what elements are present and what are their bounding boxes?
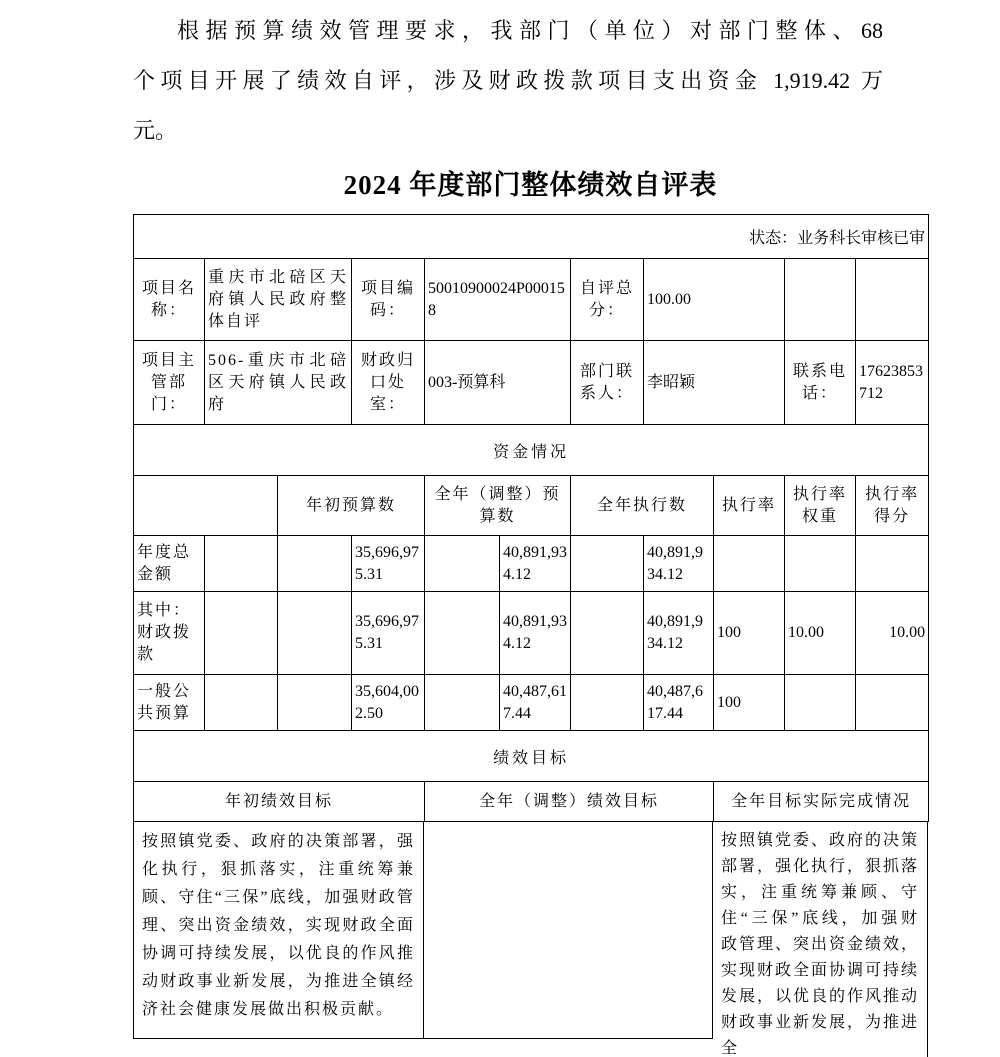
executed-value: 40,487,617.44	[644, 675, 714, 731]
rate-score-value	[856, 675, 929, 731]
empty-cell	[785, 259, 856, 341]
actual-completion-text: 按照镇党委、政府的决策部署，强化执行，狠抓落实，注重统筹兼顾、守住“三保”底线，加强财政管理、突出资金绩效，实现财政全面协调可持续发展，以优良的作风推动财政事业新发展，为推进全	[713, 822, 928, 1057]
performance-goals-body	[133, 822, 928, 1057]
project-code-label: 项目编码：	[352, 259, 425, 341]
funding-section-row	[134, 425, 929, 476]
executed-value: 40,891,934.12	[644, 536, 714, 592]
exec-rate-value: 100	[714, 675, 785, 731]
rate-score-value	[856, 536, 929, 592]
rate-weight-value	[785, 675, 856, 731]
rate-score-value: 10.00	[856, 592, 929, 675]
funding-section-title: 资金情况	[134, 425, 929, 476]
empty-cell	[425, 592, 500, 675]
perf-header-initial-goal: 年初绩效目标	[134, 782, 425, 822]
project-code-value: 50010900024P000158	[425, 259, 571, 341]
dept-contact-label: 部门联系人：	[571, 341, 644, 425]
dept-contact-value: 李昭颖	[644, 341, 785, 425]
funding-header-adjusted-budget: 全年（调整）预算数	[425, 476, 571, 536]
page-title: 2024 年度部门整体绩效自评表	[343, 170, 718, 200]
empty-cell	[571, 592, 644, 675]
empty-cell	[425, 536, 500, 592]
funding-row-fiscal	[134, 592, 929, 675]
funding-row-label: 一般公共预算	[134, 675, 205, 731]
initial-budget-value: 35,604,002.50	[352, 675, 425, 731]
adjusted-budget-value: 40,891,934.12	[500, 536, 571, 592]
adjusted-budget-value: 40,891,934.12	[500, 592, 571, 675]
finance-office-label: 财政归口处室：	[352, 341, 425, 425]
empty-cell	[856, 259, 929, 341]
funding-row-label: 其中：财政拨款	[134, 592, 205, 675]
funding-header-empty	[134, 476, 278, 536]
empty-cell	[205, 536, 278, 592]
funding-header-rate-score: 执行率得分	[856, 476, 929, 536]
funding-header-executed: 全年执行数	[571, 476, 714, 536]
adjusted-goal-text	[424, 822, 713, 1039]
intro-line-2: 个项目开展了绩效自评，涉及财政拨款项目支出资金 1,919.42 万	[133, 68, 883, 93]
supervisor-dept-value: 506-重庆市北碚区天府镇人民政府	[205, 341, 352, 425]
intro-paragraph	[133, 0, 883, 156]
funding-header-rate-weight: 执行率权重	[785, 476, 856, 536]
project-info-row-2	[134, 341, 929, 425]
perf-header-adjusted-goal: 全年（调整）绩效目标	[425, 782, 714, 822]
performance-section-row	[134, 731, 929, 782]
rate-weight-value: 10.00	[785, 592, 856, 675]
status-text: 状态：业务科长审核已审	[134, 215, 929, 259]
self-score-label: 自评总分：	[571, 259, 644, 341]
empty-cell	[205, 675, 278, 731]
supervisor-dept-label: 项目主管部门：	[134, 341, 205, 425]
empty-cell	[425, 675, 500, 731]
rate-weight-value	[785, 536, 856, 592]
performance-header-row	[134, 782, 929, 822]
project-info-row-1	[134, 259, 929, 341]
project-name-value: 重庆市北碚区天府镇人民政府整体自评	[205, 259, 352, 341]
funding-row-label: 年度总金额	[134, 536, 205, 592]
status-row	[134, 215, 929, 259]
funding-header-row	[134, 476, 929, 536]
phone-value: 17623853712	[856, 341, 929, 425]
perf-header-actual-completion: 全年目标实际完成情况	[714, 782, 929, 822]
empty-cell	[571, 536, 644, 592]
empty-cell	[205, 592, 278, 675]
self-score-value: 100.00	[644, 259, 785, 341]
funding-row-public-budget	[134, 675, 929, 731]
exec-rate-value	[714, 536, 785, 592]
funding-row-total	[134, 536, 929, 592]
empty-cell	[278, 536, 352, 592]
project-name-label: 项目名称：	[134, 259, 205, 341]
empty-cell	[571, 675, 644, 731]
executed-value: 40,891,934.12	[644, 592, 714, 675]
empty-cell	[278, 592, 352, 675]
funding-header-exec-rate: 执行率	[714, 476, 785, 536]
exec-rate-value: 100	[714, 592, 785, 675]
finance-office-value: 003-预算科	[425, 341, 571, 425]
initial-budget-value: 35,696,975.31	[352, 592, 425, 675]
initial-budget-value: 35,696,975.31	[352, 536, 425, 592]
intro-line-3: 元。	[133, 118, 178, 143]
document-content	[133, 0, 928, 1057]
intro-line-1: 根据预算绩效管理要求，我部门（单位）对部门整体、68	[177, 18, 883, 43]
phone-label: 联系电话：	[785, 341, 856, 425]
empty-cell	[278, 675, 352, 731]
funding-header-initial-budget: 年初预算数	[278, 476, 425, 536]
performance-section-title: 绩效目标	[134, 731, 929, 782]
initial-goal-text: 按照镇党委、政府的决策部署，强化执行，狠抓落实，注重统筹兼顾、守住“三保”底线，加强财政管理、突出资金绩效，实现财政全面协调可持续发展，以优良的作风推动财政事业新发展，为推进全镇经济社会健康发展做出积极贡献。	[133, 822, 424, 1039]
self-evaluation-table	[133, 214, 929, 822]
adjusted-budget-value: 40,487,617.44	[500, 675, 571, 731]
